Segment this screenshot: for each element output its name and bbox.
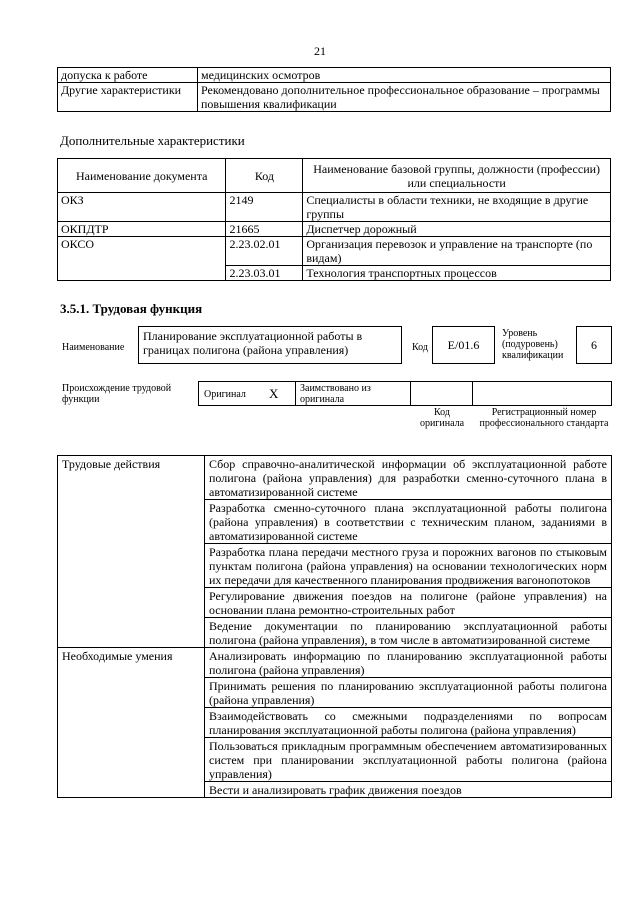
code-label: Код: [412, 342, 428, 353]
merged-label-cell: [58, 738, 205, 782]
merged-label-cell: [58, 500, 205, 544]
table-row: [58, 193, 611, 222]
cell-name: Организация перевозок и управление на транспорте (по видам): [303, 237, 611, 266]
skill-item: Пользоваться прикладным программным обеспечением автоматизированных систем при планировании эксплуатационной работы полигона (района управления): [205, 738, 612, 782]
labor-action-item: Ведение документации по планированию эксплуатационной работы полигона (района управления), в том числе в автоматизированной системе: [205, 618, 612, 648]
labor-action-item: Сбор справочно-аналитической информации об эксплуатационной работе полигона (района управления) для разработки сменно-суточного плана в автоматизированной системе: [205, 456, 612, 500]
table-row: [58, 266, 611, 281]
cell-name: Технология транспортных процессов: [303, 266, 611, 281]
skills-label: Необходимые умения: [58, 648, 205, 678]
skill-item: Принимать решения по планированию эксплуатационной работы полигона (района управления): [205, 678, 612, 708]
cell-name: Специалисты в области техники, не входящие в другие группы: [303, 193, 611, 222]
function-code-box: E/01.6: [432, 326, 495, 364]
table-row: [58, 648, 612, 678]
table-cell-value: Рекомендовано дополнительное профессиональное образование – программы повышения квалификации: [198, 83, 611, 112]
table-row: [58, 588, 612, 618]
additional-characteristics-title: Дополнительные характеристики: [60, 133, 245, 148]
level-label: Уровень (подуровень) квалификации: [502, 328, 564, 361]
header-code: Код: [226, 159, 303, 193]
table-row: [58, 456, 612, 500]
table-cell-label: Другие характеристики: [58, 83, 198, 112]
labor-action-item: Регулирование движения поездов на полигоне (районе управления) на основании плана ремонтно-строительных работ: [205, 588, 612, 618]
cell-document: ОКПДТР: [58, 222, 226, 237]
labor-action-item: Разработка сменно-суточного плана эксплуатационной работы полигона (района управления) в соответствии с техническим планом, заданиями в автоматизированной системе: [205, 500, 612, 544]
original-mark: X: [269, 386, 279, 401]
table-cell-value: медицинских осмотров: [198, 68, 611, 83]
merged-label-cell: [58, 708, 205, 738]
table-row: [58, 500, 612, 544]
skill-item: Вести и анализировать график движения поездов: [205, 782, 612, 798]
table-row: [58, 678, 612, 708]
section-title: 3.5.1. Трудовая функция: [60, 301, 203, 316]
merged-label-cell: [58, 678, 205, 708]
origin-label: Происхождение трудовой функции: [62, 383, 172, 405]
name-label: Наименование: [62, 342, 125, 353]
table-row: [58, 708, 612, 738]
table-row: [58, 738, 612, 782]
level-value-box: 6: [576, 326, 612, 364]
cell-code: 2.23.03.01: [226, 266, 303, 281]
registration-number-cell: [472, 381, 612, 406]
skill-item: Анализировать информацию по планированию эксплуатационной работы полигона (района управления): [205, 648, 612, 678]
cell-document: ОКЗ: [58, 193, 226, 222]
table-row: [58, 68, 611, 83]
table-cell-label: допуска к работе: [58, 68, 198, 83]
merged-label-cell: [58, 588, 205, 618]
table-row: [58, 618, 612, 648]
header-document: Наименование документа: [58, 159, 226, 193]
origin-row: [198, 381, 612, 406]
table-row: [58, 544, 612, 588]
table-row: [58, 782, 612, 798]
labor-action-item: Разработка плана передачи местного груза и порожних вагонов по стыковым пунктам полигона (района управления) на основании технологических норм их передачи для качественного планирования продвижения вагонопотоков: [205, 544, 612, 588]
code-caption: Код оригинала: [419, 407, 465, 429]
borrowed-cell: [295, 381, 411, 406]
table-row: [58, 83, 611, 112]
cell-code: 21665: [226, 222, 303, 237]
cell-code: 2149: [226, 193, 303, 222]
additional-characteristics-table: [57, 158, 611, 281]
cell-document: [58, 266, 226, 281]
borrowed-label: Заимствовано из оригинала: [300, 383, 371, 405]
merged-label-cell: [58, 782, 205, 798]
cell-name: Диспетчер дорожный: [303, 222, 611, 237]
merged-label-cell: [58, 618, 205, 648]
merged-label-cell: [58, 544, 205, 588]
original-label: Оригинал: [204, 389, 246, 400]
skill-item: Взаимодействовать со смежными подразделениями по вопросам планирования эксплуатационной работы полигона (района управления): [205, 708, 612, 738]
function-name-box: Планирование эксплуатационной работы в границах полигона (района управления): [138, 326, 402, 364]
table-row: [58, 222, 611, 237]
cell-code: 2.23.02.01: [226, 237, 303, 266]
registration-caption: Регистрационный номер профессионального стандарта: [479, 407, 609, 429]
original-cell: [198, 381, 296, 406]
labor-function-table: [57, 455, 612, 798]
requirements-table: [57, 67, 611, 112]
header-group-name: Наименование базовой группы, должности (профессии) или специальности: [303, 159, 611, 193]
labor-actions-label: Трудовые действия: [58, 456, 205, 500]
cell-document: ОКСО: [58, 237, 226, 266]
original-code-cell: [410, 381, 473, 406]
table-row: [58, 237, 611, 266]
table-header-row: [58, 159, 611, 193]
page-number: 21: [314, 44, 326, 58]
